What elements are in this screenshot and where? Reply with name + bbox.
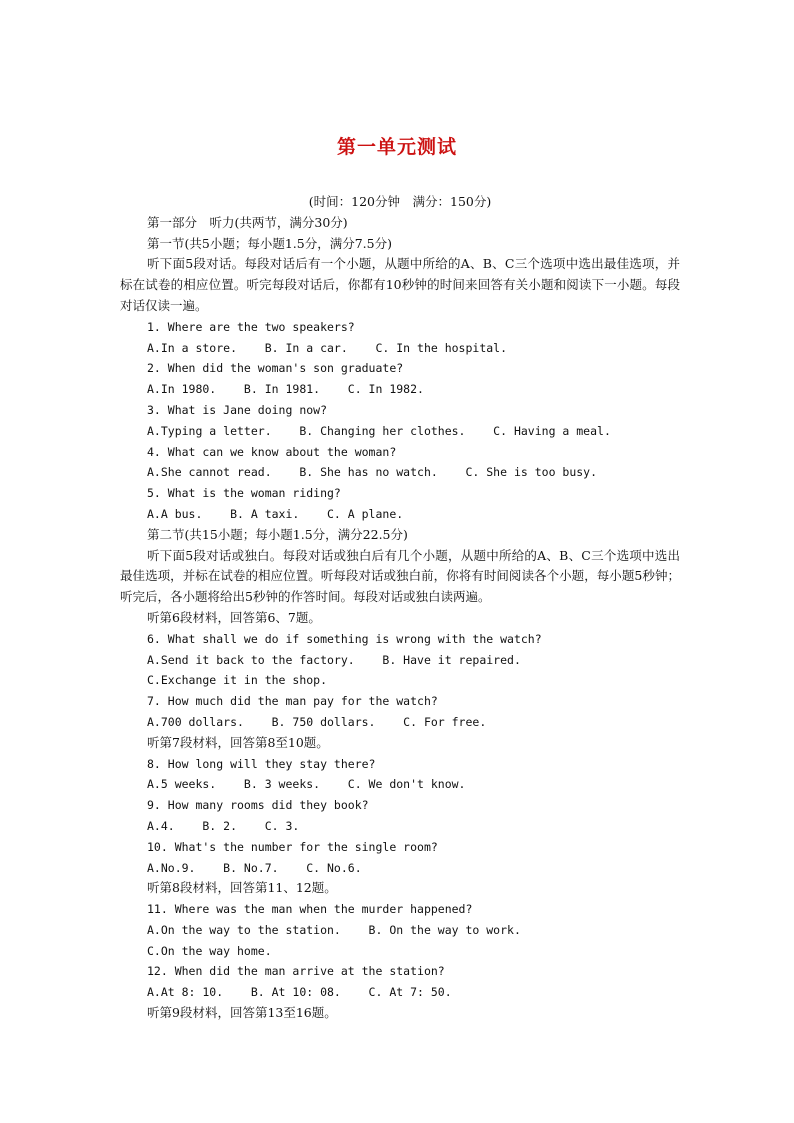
- question-option-c: C.On the way home.: [147, 943, 272, 958]
- page-title: 第一单元测试: [336, 136, 457, 158]
- question: 11. Where was the man when the murder happened?: [147, 902, 473, 917]
- question-options: A.Typing a letter. B. Changing her clothes. C. Having a meal.: [147, 423, 611, 438]
- question: 7. How much did the man pay for the watch?: [147, 694, 438, 709]
- question: 6. What shall we do if something is wrong with the watch?: [147, 631, 542, 646]
- question-options: A.No.9. B. No.7. C. No.6.: [147, 860, 362, 875]
- question: 10. What's the number for the single room?: [147, 839, 438, 854]
- exam-content: [120, 192, 680, 1024]
- question-options: A.At 8: 10. B. At 10: 08. C. At 7: 50.: [147, 985, 452, 1000]
- material-heading: 听第8段材料，回答第11、12题。: [147, 880, 337, 896]
- exam-meta: (时间：120分钟 满分：150分): [308, 194, 492, 209]
- question-options: A.In a store. B. In a car. C. In the hospital.: [147, 340, 508, 355]
- question: 3. What is Jane doing now?: [147, 402, 328, 417]
- question: 5. What is the woman riding?: [147, 486, 341, 501]
- section-heading: 第一节(共5小题；每小题1.5分，满分7.5分): [147, 235, 392, 251]
- question: 9. How many rooms did they book?: [147, 798, 369, 813]
- question: 1. Where are the two speakers?: [147, 319, 355, 334]
- question-options: A.She cannot read. B. She has no watch. C. She is too busy.: [147, 465, 598, 480]
- question-options: A.A bus. B. A taxi. C. A plane.: [147, 506, 404, 521]
- section-heading: 第二节(共15小题；每小题1.5分，满分22.5分): [147, 526, 408, 542]
- material-heading: 听第6段材料，回答第6、7题。: [147, 609, 321, 625]
- section-instructions: 听下面5段对话。每段对话后有一个小题，从题中所给的A、B、C三个选项中选出最佳选项，并标在试卷的相应位置。听完每段对话后，你都有10秒钟的时间来回答有关小题和阅读下一小题。每段对话仅读一遍。: [120, 256, 680, 313]
- question-option-c: C.Exchange it in the shop.: [147, 673, 328, 688]
- question: 4. What can we know about the woman?: [147, 444, 397, 459]
- question: 8. How long will they stay there?: [147, 756, 376, 771]
- question-options: A.In 1980. B. In 1981. C. In 1982.: [147, 382, 424, 397]
- question: 12. When did the man arrive at the station?: [147, 964, 445, 979]
- material-heading: 听第7段材料，回答第8至10题。: [147, 734, 329, 750]
- question-options: A.Send it back to the factory. B. Have it repaired.: [147, 652, 521, 667]
- material-heading: 听第9段材料，回答第13至16题。: [147, 1005, 337, 1021]
- question-options: A.700 dollars. B. 750 dollars. C. For free.: [147, 714, 487, 729]
- section-instructions: 听下面5段对话或独白。每段对话或独白后有几个小题，从题中所给的A、B、C三个选项中选出最佳选项，并标在试卷的相应位置。听每段对话或独白前，你将有时间阅读各个小题，每小题5秒钟；听完后，各小题将给出5秒钟的作答时间。每段对话或独白读两遍。: [120, 547, 680, 605]
- question-options: A.4. B. 2. C. 3.: [147, 818, 300, 833]
- part-heading: 第一部分 听力(共两节，满分30分): [147, 214, 348, 230]
- question-options: A.5 weeks. B. 3 weeks. C. We don't know.: [147, 777, 466, 792]
- question-options: A.On the way to the station. B. On the way to work.: [147, 922, 521, 937]
- question: 2. When did the woman's son graduate?: [147, 361, 404, 376]
